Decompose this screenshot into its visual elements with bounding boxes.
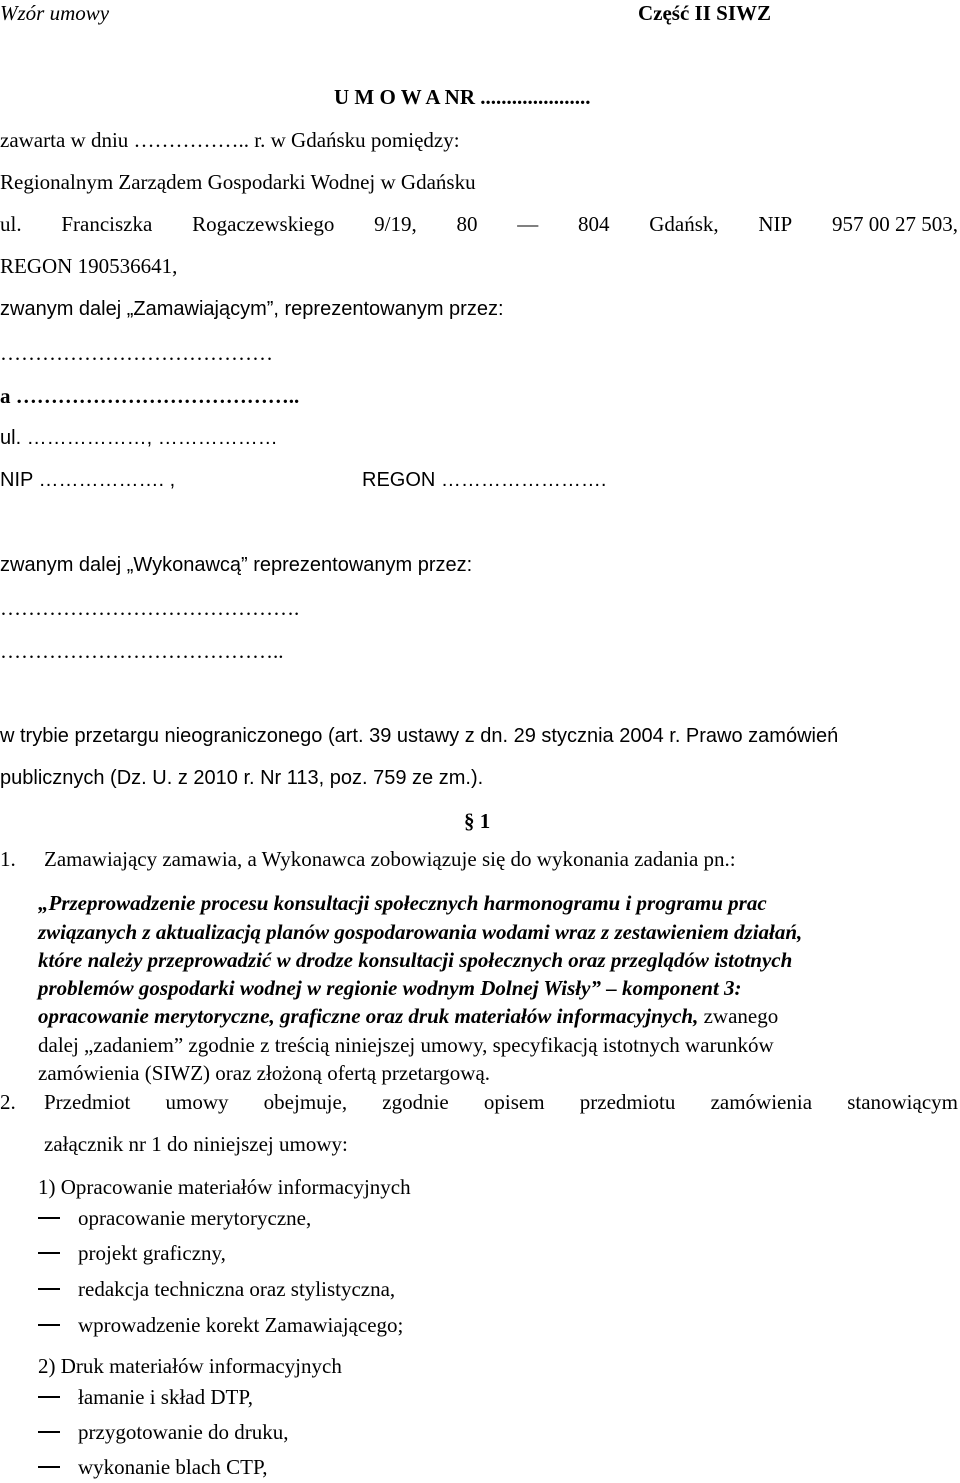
paragraph-word: zgodnie bbox=[382, 1090, 449, 1114]
paragraph-2-text bbox=[44, 1092, 958, 1113]
dash-bullet bbox=[38, 1396, 60, 1398]
list-item bbox=[38, 1422, 289, 1443]
party1-regon: REGON 190536641, bbox=[0, 254, 178, 278]
section-1-heading: § 1 bbox=[464, 809, 491, 833]
task-name-tail: zwanego bbox=[698, 1004, 779, 1028]
party1-name: Regionalnym Zarządem Gospodarki Wodnej w Gdańsku bbox=[0, 170, 476, 194]
dash-bullet bbox=[38, 1288, 60, 1290]
list-item-text: opracowanie merytoryczne, bbox=[78, 1206, 312, 1230]
paragraph-word: przedmiotu bbox=[579, 1090, 676, 1114]
party2-regon-placeholder: REGON ……………………. bbox=[362, 469, 607, 491]
task-name-line: „Przeprowadzenie procesu konsultacji społecznych harmonogramu i programu prac bbox=[38, 891, 767, 915]
procedure-line-1: w trybie przetargu nieograniczonego (art. 39 ustawy z dn. 29 stycznia 2004 r. Prawo zamówień bbox=[0, 725, 839, 747]
address-word: 957 00 27 503, bbox=[831, 212, 958, 236]
wykonawca-clause: zwanym dalej „Wykonawcą” reprezentowanym przez: bbox=[0, 554, 473, 576]
task-name-line: problemów gospodarki wodnej w regionie wodnym Dolnej Wisły” – komponent 3: bbox=[38, 976, 742, 1000]
wykonawca-representative-2: ………………………………….. bbox=[0, 639, 284, 663]
party2-nip-placeholder: NIP ………………. , bbox=[0, 469, 176, 491]
paragraph-word: umowy bbox=[165, 1090, 229, 1114]
dash-bullet bbox=[38, 1324, 60, 1326]
contract-date-line: zawarta w dniu …………….. r. w Gdańsku pomiędzy: bbox=[0, 128, 460, 152]
address-word: ul. bbox=[0, 212, 22, 236]
list-item bbox=[38, 1457, 268, 1478]
paragraph-1-continuation: dalej „zadaniem” zgodnie z treścią niniejszej umowy, specyfikacją istotnych warunków bbox=[38, 1033, 774, 1057]
list-item-text: projekt graficzny, bbox=[78, 1241, 226, 1265]
list-item bbox=[38, 1243, 226, 1264]
address-word: 80 bbox=[456, 212, 478, 236]
document-type-label: Wzór umowy bbox=[0, 1, 110, 25]
address-word: 804 bbox=[577, 212, 610, 236]
address-word: Franciszka bbox=[61, 212, 153, 236]
list-item-text: przygotowanie do druku, bbox=[78, 1420, 289, 1444]
zamawiajacy-clause: zwanym dalej „Zamawiającym”, reprezentowanym przez: bbox=[0, 298, 504, 320]
address-word: NIP bbox=[758, 212, 793, 236]
paragraph-word: opisem bbox=[483, 1090, 545, 1114]
dash-bullet bbox=[38, 1252, 60, 1254]
list-item-text: wykonanie blach CTP, bbox=[78, 1455, 268, 1479]
address-word: Rogaczewskiego bbox=[192, 212, 335, 236]
list-item-text: łamanie i skład DTP, bbox=[78, 1385, 253, 1409]
paragraph-word: stanowiącym bbox=[847, 1090, 958, 1114]
paragraph-1-number: 1. bbox=[0, 847, 16, 871]
list-item bbox=[38, 1279, 395, 1300]
wykonawca-representative-1: ……………………………………. bbox=[0, 596, 300, 620]
contract-title: U M O W A NR ..................... bbox=[334, 85, 591, 109]
list-2-heading: 2) Druk materiałów informacyjnych bbox=[38, 1354, 342, 1378]
document-part-label: Część II SIWZ bbox=[638, 1, 772, 25]
paragraph-2-number: 2. bbox=[0, 1090, 16, 1114]
task-name-line: opracowanie merytoryczne, graficzne oraz druk materiałów informacyjnych, bbox=[38, 1004, 699, 1028]
list-1-heading: 1) Opracowanie materiałów informacyjnych bbox=[38, 1175, 411, 1199]
representative-placeholder: ………………………………… bbox=[0, 341, 273, 365]
list-item-text: wprowadzenie korekt Zamawiającego; bbox=[78, 1313, 404, 1337]
address-word: 9/19, bbox=[374, 212, 417, 236]
dash-bullet bbox=[38, 1431, 60, 1433]
paragraph-word: obejmuje, bbox=[263, 1090, 348, 1114]
address-word: Gdańsk, bbox=[649, 212, 719, 236]
list-item bbox=[38, 1387, 253, 1408]
paragraph-1-continuation: zamówienia (SIWZ) oraz złożoną ofertą przetargową. bbox=[38, 1061, 491, 1085]
list-item bbox=[38, 1315, 403, 1336]
dash-bullet bbox=[38, 1217, 60, 1219]
list-item bbox=[38, 1208, 311, 1229]
party2-name-placeholder: a ………………………………….. bbox=[0, 384, 300, 408]
paragraph-word: zamówienia bbox=[710, 1090, 813, 1114]
procedure-line-2: publicznych (Dz. U. z 2010 r. Nr 113, poz. 759 ze zm.). bbox=[0, 767, 484, 789]
task-name-line: które należy przeprowadzić w drodze konsultacji społecznych oraz przeglądów istotnych bbox=[38, 948, 793, 972]
party2-address-placeholder: ul. ………………, ……………… bbox=[0, 427, 278, 449]
paragraph-1-text: Zamawiający zamawia, a Wykonawca zobowiązuje się do wykonania zadania pn.: bbox=[44, 847, 736, 871]
task-name-line: związanych z aktualizacją planów gospodarowania wodami wraz z zestawieniem działań, bbox=[38, 920, 803, 944]
party1-address bbox=[0, 214, 958, 235]
paragraph-word: Przedmiot bbox=[44, 1090, 131, 1114]
list-item-text: redakcja techniczna oraz stylistyczna, bbox=[78, 1277, 396, 1301]
address-word: — bbox=[517, 212, 539, 236]
paragraph-2-continuation: załącznik nr 1 do niniejszej umowy: bbox=[44, 1132, 348, 1156]
dash-bullet bbox=[38, 1466, 60, 1468]
